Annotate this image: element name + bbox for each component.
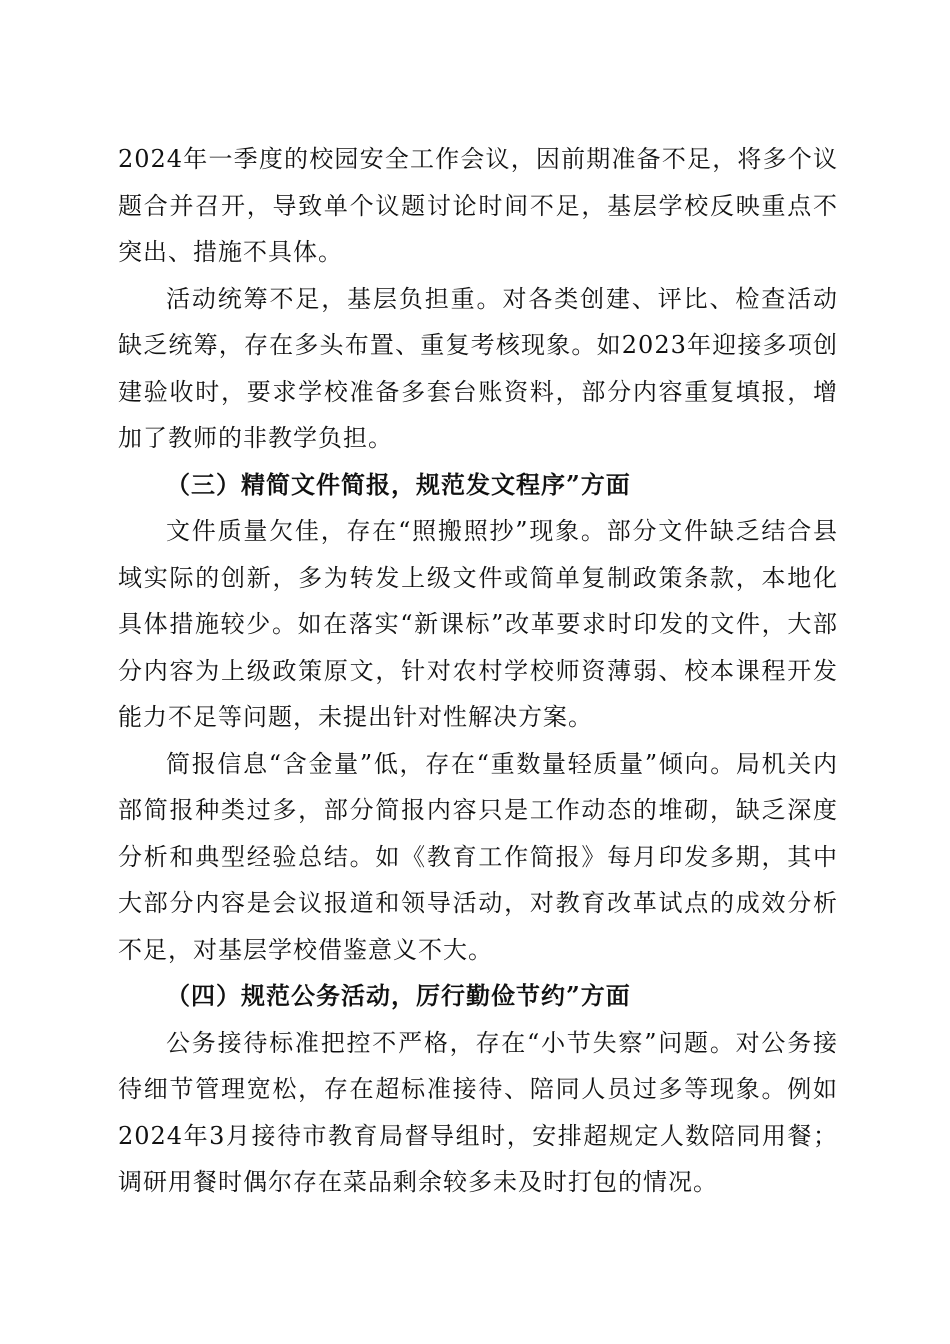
paragraph-document-quality: 文件质量欠佳，存在“照搬照抄”现象。部分文件缺乏结合县域实际的创新，多为转发上级文件或简单复制政策条款，本地化具体措施较少。如在落实“新课标”改革要求时印发的文件，大部分内容为上级政策原文，针对农村学校师资薄弱、校本课程开发能力不足等问题，未提出针对性解决方案。 [118,517,838,731]
section-heading-4: （四）规范公务活动，厉行勤俭节约”方面 [166,981,631,1010]
document-body [118,136,838,1206]
paragraph-activity-coordination: 活动统筹不足，基层负担重。对各类创建、评比、检查活动缺乏统筹，存在多头布置、重复考核现象。如2023年迎接多项创建验收时，要求学校准备多套台账资料，部分内容重复填报，增加了教师的非教学负担。 [118,284,838,452]
paragraph-briefing-quality: 简报信息“含金量”低，存在“重数量轻质量”倾向。局机关内部简报种类过多，部分简报内容只是工作动态的堆砌，缺乏深度分析和典型经验总结。如《教育工作简报》每月印发多期，其中大部分内容是会议报道和领导活动，对教育改革试点的成效分析不足，对基层学校借鉴意义不大。 [118,749,838,964]
paragraph-official-reception: 公务接待标准把控不严格，存在“小节失察”问题。对公务接待细节管理宽松，存在超标准接待、陪同人员过多等现象。例如2024年3月接待市教育局督导组时，安排超规定人数陪同用餐；调研用餐时偶尔存在菜品剩余较多未及时打包的情况。 [118,1028,838,1196]
section-heading-3: （三）精简文件简报，规范发文程序”方面 [166,469,631,499]
paragraph-safety-meeting: 2024年一季度的校园安全工作会议，因前期准备不足，将多个议题合并召开，导致单个议题讨论时间不足，基层学校反映重点不突出、措施不具体。 [118,145,838,266]
